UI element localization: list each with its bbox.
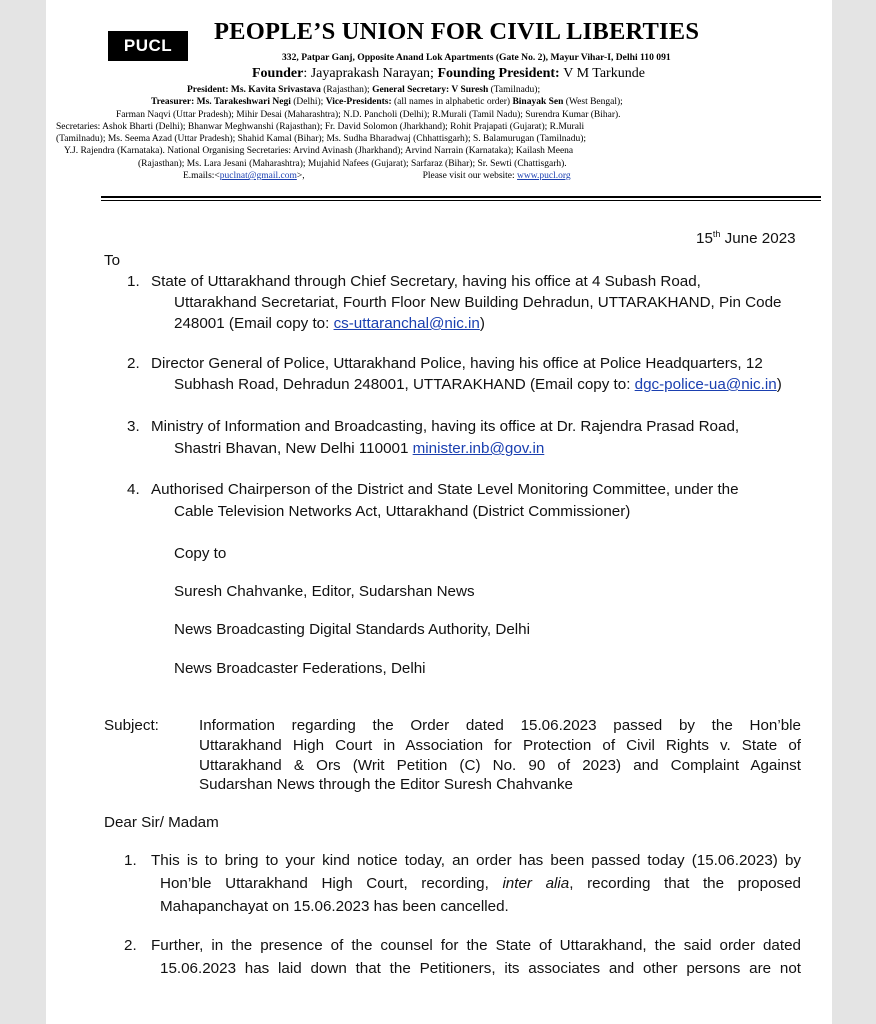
- office-bearers-line: (Tamilnadu); Ms. Seema Azad (Uttar Pradesh); Shahid Kamal (Bihar); Ms. Sudha Bharadwaj (Chhattisgarh); S. Balamurugan (Tamilnadu);: [56, 134, 587, 145]
- document-page[interactable]: [46, 0, 832, 1024]
- recipient-line: Shastri Bhavan, New Delhi 110001 minister.inb@gov.in: [174, 440, 545, 457]
- founding-president-name: V M Tarkunde: [563, 66, 645, 81]
- salutation: Dear Sir/ Madam: [104, 814, 219, 831]
- subject-line: Uttarakhand & Ors (Writ Petition (C) No. 90 of 2023) and Complaint Against: [199, 757, 801, 774]
- subject-label: Subject:: [104, 717, 159, 734]
- letterhead-divider: [101, 200, 821, 201]
- paragraph-line: Further, in the presence of the counsel for the State of Uttarakhand, the said order dated: [151, 937, 801, 954]
- paragraph-line: 15.06.2023 has laid down that the Petitioners, its associates and other persons are not: [160, 960, 801, 977]
- recipient-line: Uttarakhand Secretariat, Fourth Floor New Building Dehradun, UTTARAKHAND, Pin Code: [174, 294, 782, 311]
- letterhead-divider: [101, 196, 821, 198]
- right-gutter: [832, 0, 876, 1024]
- recipient-number: 2.: [127, 355, 140, 372]
- office-bearers-line: President: Ms. Kavita Srivastava (Rajasthan); General Secretary: V Suresh (Tamilnadu);: [187, 85, 541, 95]
- paragraph-number: 2.: [124, 937, 137, 954]
- contact-line: E.mails:<puclnat@gmail.com>, Please visit our website: www.pucl.org: [183, 171, 571, 182]
- copy-recipient: Suresh Chahvanke, Editor, Sudarshan News: [174, 583, 475, 600]
- subject-line: Uttarakhand High Court in Association for Protection of Civil Rights v. State of: [199, 737, 801, 754]
- email-link[interactable]: minister.inb@gov.in: [412, 440, 545, 457]
- office-bearers-line: Treasurer: Ms. Tarakeshwari Negi (Delhi); Vice-Presidents: (all names in alphabetic order) Binayak Sen (West Bengal);: [151, 97, 623, 108]
- office-bearers-line: Farman Naqvi (Uttar Pradesh); Mihir Desai (Maharashtra); N.D. Pancholi (Delhi); R.Murali (Tamil Nadu); Surendra Kumar (Bihar).: [116, 109, 621, 120]
- founder-line: [252, 66, 645, 82]
- recipient-line: 248001 (Email copy to: cs-uttaranchal@nic.in): [174, 315, 485, 332]
- founder-label: Founder: [252, 66, 304, 81]
- recipient-line: Subhash Road, Dehradun 248001, UTTARAKHAND (Email copy to: dgc-police-ua@nic.in): [174, 376, 782, 393]
- recipient-line: Cable Television Networks Act, Uttarakhand (District Commissioner): [174, 503, 631, 520]
- office-bearers-line: Secretaries: Ashok Bharti (Delhi); Bhanwar Meghwanshi (Rajasthan); Fr. David Solomon (Jharkhand); Rohit Prajapati (Gujarat); R.Murali: [56, 121, 585, 132]
- organization-title: PEOPLE’S UNION FOR CIVIL LIBERTIES: [214, 18, 700, 45]
- recipient-number: 1.: [127, 273, 140, 290]
- recipient-number: 3.: [127, 418, 140, 435]
- pucl-logo: PUCL: [108, 31, 188, 61]
- email-link[interactable]: cs-uttaranchal@nic.in: [333, 315, 480, 332]
- recipient-number: 4.: [127, 481, 140, 498]
- copy-recipient: News Broadcasting Digital Standards Authority, Delhi: [174, 621, 530, 638]
- paragraph-line: Hon’ble Uttarakhand High Court, recording, inter alia, recording that the proposed: [160, 875, 802, 892]
- office-bearers: [56, 84, 776, 182]
- paragraph-line: Mahapanchayat on 15.06.2023 has been cancelled.: [160, 898, 509, 915]
- to-label: To: [104, 252, 121, 269]
- subject-line: Sudarshan News through the Editor Suresh Chahvanke: [199, 776, 574, 793]
- subject-line: Information regarding the Order dated 15.06.2023 passed by the Hon’ble: [199, 717, 801, 734]
- office-bearers-line: (Rajasthan); Ms. Lara Jesani (Maharashtra); Mujahid Nafees (Gujarat); Sarfaraz (Bihar); Sr. Sewti (Chattisgarh).: [138, 158, 567, 169]
- organization-address: 332, Patpar Ganj, Opposite Anand Lok Apartments (Gate No. 2), Mayur Vihar-I, Delhi 110 091: [282, 52, 671, 63]
- email-link[interactable]: puclnat@gmail.com: [219, 171, 297, 182]
- paragraph-line: This is to bring to your kind notice today, an order has been passed today (15.06.2023) by: [151, 852, 801, 869]
- recipient-line: Ministry of Information and Broadcasting, having its office at Dr. Rajendra Prasad Road,: [151, 418, 740, 435]
- recipient-line: State of Uttarakhand through Chief Secretary, having his office at 4 Subash Road,: [151, 273, 701, 290]
- letter-date: 15th June 2023: [696, 228, 796, 247]
- founder-name: : Jayaprakash Narayan;: [303, 66, 438, 81]
- copy-recipient: News Broadcaster Federations, Delhi: [174, 660, 426, 677]
- recipient-line: Authorised Chairperson of the District and State Level Monitoring Committee, under the: [151, 481, 739, 498]
- copy-to-label: Copy to: [174, 545, 227, 562]
- website-link[interactable]: www.pucl.org: [517, 171, 571, 182]
- email-link[interactable]: dgc-police-ua@nic.in: [634, 376, 777, 393]
- recipient-line: Director General of Police, Uttarakhand Police, having his office at Police Headquarters, 12: [151, 355, 763, 372]
- founding-president-label: Founding President:: [437, 66, 564, 81]
- paragraph-number: 1.: [124, 852, 137, 869]
- left-gutter: [0, 0, 46, 1024]
- office-bearers-line: Y.J. Rajendra (Karnataka). National Organising Secretaries: Arvind Avinash (Jharkhand); Arvind Narrain (Karnataka); Kailash Meena: [64, 146, 574, 157]
